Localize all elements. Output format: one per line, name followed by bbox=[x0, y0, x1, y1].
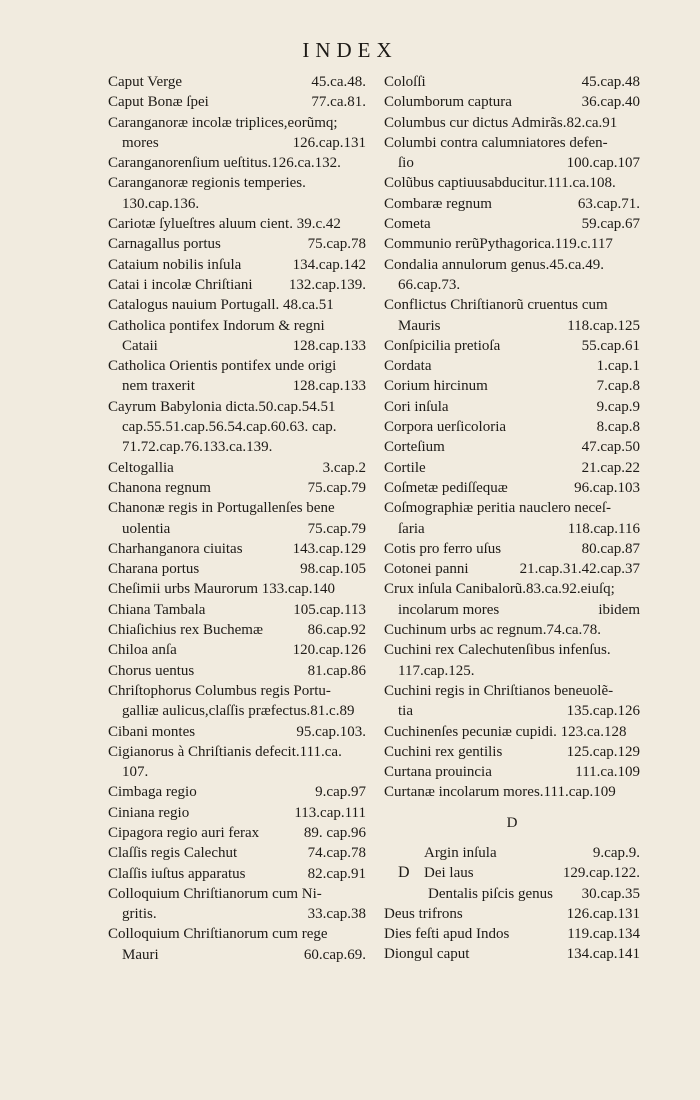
index-entry bbox=[384, 782, 640, 802]
index-entry bbox=[384, 944, 640, 964]
entry-text: Cataium nobilis inſula bbox=[108, 256, 242, 273]
index-entry bbox=[384, 762, 640, 782]
index-entry bbox=[108, 681, 366, 701]
entry-text: Cori inſula bbox=[384, 398, 449, 415]
entry-text: Argin inſula bbox=[424, 844, 497, 861]
entry-reference: 1.cap.1 bbox=[596, 358, 640, 375]
index-entry bbox=[384, 437, 640, 457]
entry-text: Conflictus Chriſtianorũ cruentus cum bbox=[384, 297, 608, 314]
entry-text: Celtogallia bbox=[108, 459, 174, 476]
index-entry bbox=[108, 661, 366, 681]
entry-reference: 98.cap.105 bbox=[300, 561, 366, 578]
entry-text: Cariotæ ſylueſtres aluum cient. 39.c.42 bbox=[108, 216, 341, 233]
index-entry bbox=[384, 194, 640, 214]
entry-reference: 113.cap.111 bbox=[294, 804, 366, 821]
index-entry bbox=[384, 519, 640, 539]
entry-text: Cataii bbox=[122, 337, 158, 354]
entry-text: Communio rerũPythagorica.119.c.117 bbox=[384, 236, 613, 253]
entry-reference: 36.cap.40 bbox=[581, 94, 640, 111]
entry-text: Chanona regnum bbox=[108, 479, 211, 496]
entry-text: Ciniana regio bbox=[108, 804, 190, 821]
entry-text: uolentia bbox=[122, 520, 171, 537]
entry-reference: 132.cap.139. bbox=[288, 276, 366, 293]
entry-reference: 119.cap.134 bbox=[567, 926, 640, 943]
entry-text: Curtanæ incolarum mores.111.cap.109 bbox=[384, 784, 616, 801]
index-entry bbox=[108, 72, 366, 92]
entry-text: Cordata bbox=[384, 358, 432, 375]
entry-reference: 33.cap.38 bbox=[307, 906, 366, 923]
entry-text: Corpora uerſicoloria bbox=[384, 419, 507, 436]
entry-text: Charhanganora ciuitas bbox=[108, 540, 243, 557]
index-entry bbox=[384, 661, 640, 681]
entry-text: Columbi contra calumniatores defen- bbox=[384, 134, 608, 151]
entry-text: Columbus cur dictus Admirãs.82.ca.91 bbox=[384, 114, 618, 131]
entry-text: Cayrum Babylonia dicta.50.cap.54.51 bbox=[108, 398, 336, 415]
section-letter bbox=[384, 813, 640, 833]
entry-reference: 63.cap.71. bbox=[577, 195, 640, 212]
entry-reference: 60.cap.69. bbox=[303, 946, 366, 963]
index-entry bbox=[384, 113, 640, 133]
index-column-right bbox=[384, 72, 640, 965]
entry-text: Diongul caput bbox=[384, 946, 470, 963]
index-column-left bbox=[108, 72, 366, 965]
index-entry bbox=[108, 133, 366, 153]
index-entry bbox=[384, 620, 640, 640]
entry-reference: 118.cap.116 bbox=[567, 520, 640, 537]
entry-text: Cigianorus à Chriſtianis defecit.111.ca. bbox=[108, 743, 342, 760]
entry-text: 117.cap.125. bbox=[398, 662, 475, 679]
index-entry bbox=[108, 173, 366, 193]
entry-text: Deus trifrons bbox=[384, 905, 463, 922]
index-entry bbox=[384, 356, 640, 376]
index-entry bbox=[384, 153, 640, 173]
index-entry bbox=[108, 722, 366, 742]
index-entry bbox=[108, 884, 366, 904]
entry-text: Caranganoræ regionis temperies. bbox=[108, 175, 306, 192]
entry-reference: 74.cap.78 bbox=[307, 845, 366, 862]
index-entry bbox=[108, 376, 366, 396]
index-entry bbox=[384, 255, 640, 275]
index-entry bbox=[108, 762, 366, 782]
index-entry bbox=[384, 316, 640, 336]
index-entry bbox=[108, 356, 366, 376]
index-entry bbox=[108, 559, 366, 579]
entry-reference: 55.cap.61 bbox=[581, 337, 640, 354]
index-entry bbox=[384, 559, 640, 579]
index-entry bbox=[108, 823, 366, 843]
index-entry bbox=[384, 92, 640, 112]
entry-text: Dei laus bbox=[424, 865, 474, 882]
entry-text: Cibani montes bbox=[108, 723, 196, 740]
entry-reference: 81.cap.86 bbox=[307, 662, 366, 679]
entry-text: 66.cap.73. bbox=[398, 276, 461, 293]
entry-text: Coſmographiæ peritia nauclero neceſ- bbox=[384, 500, 611, 517]
index-entry bbox=[384, 722, 640, 742]
index-entry bbox=[108, 904, 366, 924]
index-entry bbox=[384, 234, 640, 254]
entry-text: Claſſis iuſtus apparatus bbox=[108, 865, 246, 882]
index-entry bbox=[384, 498, 640, 518]
entry-text: mores bbox=[122, 134, 159, 151]
index-entry bbox=[384, 376, 640, 396]
index-entry bbox=[384, 295, 640, 315]
entry-reference: 125.cap.129 bbox=[566, 743, 640, 760]
entry-text: Chriſtophorus Columbus regis Portu- bbox=[108, 682, 331, 699]
entry-text: Coſmetæ pediſſequæ bbox=[384, 479, 508, 496]
entry-reference: 7.cap.8 bbox=[596, 378, 640, 395]
entry-text: Crux inſula Canibalorũ.83.ca.92.eiuſq; bbox=[384, 581, 615, 598]
index-entry bbox=[384, 275, 640, 295]
entry-reference: 80.cap.87 bbox=[581, 540, 640, 557]
entry-reference: 129.cap.122. bbox=[562, 865, 640, 882]
entry-text: Caput Verge bbox=[108, 74, 183, 90]
entry-reference: 95.cap.103. bbox=[296, 723, 366, 740]
index-entry bbox=[384, 417, 640, 437]
index-entry bbox=[108, 620, 366, 640]
index-entry bbox=[108, 458, 366, 478]
entry-reference: 89. cap.96 bbox=[303, 824, 366, 841]
index-entry bbox=[108, 640, 366, 660]
entry-text: Colloquium Chriſtianorum cum rege bbox=[108, 926, 328, 943]
index-entry bbox=[108, 295, 366, 315]
index-entry bbox=[108, 397, 366, 417]
entry-reference: 9.cap.9 bbox=[596, 398, 640, 415]
entry-text: Cometa bbox=[384, 216, 431, 233]
entry-reference: 8.cap.8 bbox=[596, 419, 640, 436]
entry-text: Cuchini regis in Chriſtianos beneuolẽ- bbox=[384, 682, 614, 699]
entry-reference: 45.cap.48 bbox=[581, 74, 640, 90]
entry-text: Cipagora regio auri ferax bbox=[108, 824, 260, 841]
index-entry bbox=[108, 478, 366, 498]
index-entry bbox=[108, 336, 366, 356]
index-entry bbox=[384, 173, 640, 193]
index-entry bbox=[384, 742, 640, 762]
entry-reference: 100.cap.107 bbox=[566, 155, 640, 172]
entry-reference: 45.ca.48. bbox=[311, 74, 366, 90]
index-entry bbox=[384, 843, 640, 863]
entry-reference: 128.cap.133 bbox=[292, 337, 366, 354]
entry-text: Columborum captura bbox=[384, 94, 512, 111]
entry-reference: 75.cap.78 bbox=[307, 236, 366, 253]
index-entry bbox=[384, 701, 640, 721]
entry-reference: 75.cap.79 bbox=[307, 479, 366, 496]
index-entry bbox=[108, 945, 366, 965]
entry-reference: 47.cap.50 bbox=[581, 439, 640, 456]
index-entry bbox=[384, 336, 640, 356]
index-entry bbox=[108, 924, 366, 944]
entry-text: nem traxerit bbox=[122, 378, 195, 395]
entry-text: Catholica pontifex Indorum & regni bbox=[108, 317, 325, 334]
entry-text: tia bbox=[398, 703, 413, 720]
entry-reference: 30.cap.35 bbox=[581, 885, 640, 902]
entry-reference: 143.cap.129 bbox=[292, 540, 366, 557]
entry-text: Combaræ regnum bbox=[384, 195, 492, 212]
entry-text: Charana portus bbox=[108, 561, 200, 578]
entry-text: Claſſis regis Calechut bbox=[108, 845, 238, 862]
index-entry bbox=[108, 113, 366, 133]
index-entry bbox=[384, 133, 640, 153]
entry-text: Conſpicilia pretioſa bbox=[384, 337, 501, 354]
entry-reference: 111.ca.109 bbox=[575, 764, 640, 781]
entry-reference: 128.cap.133 bbox=[292, 378, 366, 395]
index-entry bbox=[108, 519, 366, 539]
index-entry bbox=[108, 782, 366, 802]
index-entry bbox=[384, 214, 640, 234]
entry-text: Corium hircinum bbox=[384, 378, 488, 395]
entry-reference: 82.cap.91 bbox=[307, 865, 366, 882]
entry-text: Cuchini rex gentilis bbox=[384, 743, 503, 760]
entry-text: Catai i incolæ Chriſtiani bbox=[108, 276, 253, 293]
entry-text: Cimbaga regio bbox=[108, 784, 197, 801]
entry-text: Dentalis piſcis genus bbox=[428, 885, 553, 902]
index-entry bbox=[108, 417, 366, 437]
index-entry bbox=[384, 579, 640, 599]
entry-text: Cheſimii urbs Maurorum 133.cap.140 bbox=[108, 581, 336, 598]
entry-reference: 105.cap.113 bbox=[293, 601, 366, 618]
index-entry bbox=[108, 539, 366, 559]
entry-text: Chiloa anſa bbox=[108, 642, 177, 659]
index-entry bbox=[384, 863, 640, 883]
entry-text: Chorus uentus bbox=[108, 662, 195, 679]
entry-text: Corteſium bbox=[384, 439, 445, 456]
entry-text: Caranganorenſium ueſtitus.126.ca.132. bbox=[108, 155, 341, 172]
entry-reference: 21.cap.31.42.cap.37 bbox=[519, 561, 640, 578]
entry-text: Mauris bbox=[398, 317, 441, 334]
entry-text: D bbox=[506, 814, 518, 831]
entry-text: 107. bbox=[122, 764, 149, 781]
entry-text: Colloquium Chriſtianorum cum Ni- bbox=[108, 885, 322, 902]
entry-text: Catalogus nauium Portugall. 48.ca.51 bbox=[108, 297, 334, 314]
entry-text: ſio bbox=[398, 155, 414, 172]
index-entry bbox=[384, 904, 640, 924]
entry-reference: 9.cap.97 bbox=[315, 784, 366, 801]
index-entry bbox=[384, 478, 640, 498]
entry-reference: 135.cap.126 bbox=[566, 703, 640, 720]
entry-text: Cortile bbox=[384, 459, 426, 476]
entry-text: ſaria bbox=[398, 520, 425, 537]
index-entry bbox=[108, 600, 366, 620]
index-entry bbox=[108, 234, 366, 254]
index-entry bbox=[108, 742, 366, 762]
initial-letter: D bbox=[398, 864, 410, 882]
entry-text: Cotonei panni bbox=[384, 561, 469, 578]
entry-text: Coloſſi bbox=[384, 74, 426, 90]
entry-reference: ibidem bbox=[598, 601, 640, 618]
entry-reference: 120.cap.126 bbox=[292, 642, 366, 659]
index-entry bbox=[108, 803, 366, 823]
entry-reference: 134.cap.141 bbox=[566, 946, 640, 963]
entry-reference: 126.cap.131 bbox=[566, 905, 640, 922]
index-entry bbox=[108, 92, 366, 112]
entry-text: Cuchini rex Calechutenſibus infenſus. bbox=[384, 642, 611, 659]
entry-text: Caput Bonæ ſpei bbox=[108, 94, 209, 111]
entry-text: Chiana Tambala bbox=[108, 601, 206, 618]
entry-text: Caranganoræ incolæ triplices,eorũmq; bbox=[108, 114, 338, 131]
entry-text: incolarum mores bbox=[398, 601, 500, 618]
entry-text: cap.55.51.cap.56.54.cap.60.63. cap. bbox=[122, 419, 337, 436]
entry-text: gritis. bbox=[122, 906, 157, 923]
entry-reference: 96.cap.103 bbox=[574, 479, 640, 496]
page-header: INDEX bbox=[302, 38, 398, 62]
index-entry bbox=[384, 884, 640, 904]
index-entry bbox=[108, 153, 366, 173]
entry-reference: 59.cap.67 bbox=[581, 216, 640, 233]
entry-text: Chanonæ regis in Portugallenſes bene bbox=[108, 500, 335, 517]
index-entry bbox=[108, 214, 366, 234]
entry-text: Cuchinenſes pecuniæ cupidi. 123.ca.128 bbox=[384, 723, 627, 740]
entry-reference: 77.ca.81. bbox=[311, 94, 366, 111]
entry-reference: 75.cap.79 bbox=[307, 520, 366, 537]
entry-text: Cuchinum urbs ac regnum.74.ca.78. bbox=[384, 622, 602, 639]
entry-reference: 118.cap.125 bbox=[567, 317, 640, 334]
entry-text: 130.cap.136. bbox=[122, 195, 200, 212]
entry-text: 71.72.cap.76.133.ca.139. bbox=[122, 439, 273, 456]
index-entry bbox=[108, 864, 366, 884]
index-entry bbox=[384, 681, 640, 701]
entry-reference: 3.cap.2 bbox=[322, 459, 366, 476]
index-entry bbox=[108, 275, 366, 295]
entry-text: Chiaſichius rex Buchemæ bbox=[108, 622, 263, 639]
index-entry bbox=[384, 458, 640, 478]
index-entry bbox=[108, 843, 366, 863]
entry-text: Colũbus captiuusabducitur.111.ca.108. bbox=[384, 175, 616, 192]
entry-text: Curtana prouincia bbox=[384, 764, 492, 781]
entry-reference: 21.cap.22 bbox=[581, 459, 640, 476]
entry-text: Catholica Orientis pontifex unde origi bbox=[108, 358, 337, 375]
index-entry bbox=[384, 397, 640, 417]
entry-reference: 134.cap.142 bbox=[292, 256, 366, 273]
index-entry bbox=[108, 701, 366, 721]
entry-text: Condalia annulorum genus.45.ca.49. bbox=[384, 256, 604, 273]
index-entry bbox=[108, 579, 366, 599]
entry-text: Cotis pro ferro uſus bbox=[384, 540, 502, 557]
entry-reference: 86.cap.92 bbox=[307, 622, 366, 639]
index-entry bbox=[384, 640, 640, 660]
entry-text: Dies feſti apud Indos bbox=[384, 926, 510, 943]
index-entry bbox=[384, 924, 640, 944]
index-entry bbox=[384, 539, 640, 559]
index-entry bbox=[108, 194, 366, 214]
index-entry bbox=[108, 437, 366, 457]
index-entry bbox=[384, 72, 640, 92]
entry-text: galliæ aulicus,claſſis præfectus.81.c.89 bbox=[122, 703, 355, 720]
index-entry bbox=[108, 316, 366, 336]
entry-text: Mauri bbox=[122, 946, 159, 963]
entry-reference: 126.cap.131 bbox=[292, 134, 366, 151]
index-entry bbox=[108, 498, 366, 518]
index-entry bbox=[384, 600, 640, 620]
entry-text: Carnagallus portus bbox=[108, 236, 221, 253]
index-entry bbox=[108, 255, 366, 275]
entry-reference: 9.cap.9. bbox=[592, 844, 640, 861]
